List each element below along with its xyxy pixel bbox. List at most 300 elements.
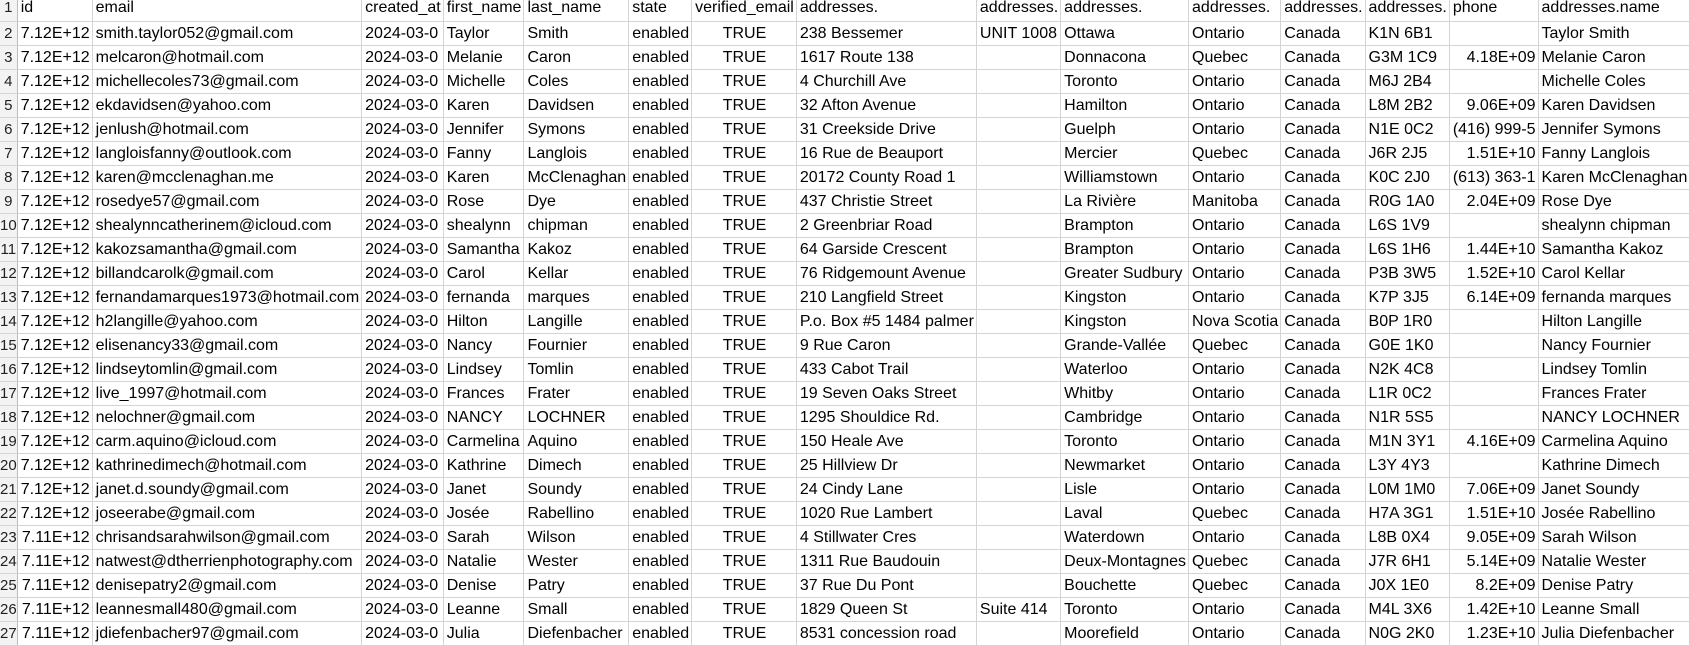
cell-province[interactable]: Ontario	[1189, 526, 1281, 550]
cell-address-name[interactable]: Hilton Langille	[1538, 310, 1690, 334]
cell-address1[interactable]: 150 Heale Ave	[796, 430, 976, 454]
cell-last-name[interactable]: Kakoz	[524, 238, 629, 262]
cell-state[interactable]: enabled	[629, 526, 692, 550]
cell-address2[interactable]	[976, 622, 1060, 646]
cell-state[interactable]: enabled	[629, 598, 692, 622]
cell-verified-email[interactable]: TRUE	[692, 70, 797, 94]
cell-address1[interactable]: 1020 Rue Lambert	[796, 502, 976, 526]
cell-country[interactable]: Canada	[1281, 238, 1365, 262]
row-number-header[interactable]: 2	[0, 22, 17, 46]
cell-verified-email[interactable]: TRUE	[692, 502, 797, 526]
cell-city[interactable]: Whitby	[1061, 382, 1189, 406]
cell-city[interactable]: Deux-Montagnes	[1061, 550, 1189, 574]
cell-verified-email[interactable]: TRUE	[692, 334, 797, 358]
cell-phone[interactable]: 9.05E+09	[1449, 526, 1538, 550]
cell-created-at[interactable]: 2024-03-0	[362, 190, 444, 214]
cell-address2[interactable]	[976, 430, 1060, 454]
row-number-header[interactable]: 12	[0, 262, 17, 286]
cell-phone[interactable]: 2.04E+09	[1449, 190, 1538, 214]
cell-email[interactable]: chrisandsarahwilson@gmail.com	[92, 526, 362, 550]
cell-phone[interactable]	[1449, 22, 1538, 46]
cell-address1[interactable]: 238 Bessemer	[796, 22, 976, 46]
cell-created-at[interactable]: 2024-03-0	[362, 214, 444, 238]
cell-last-name[interactable]: Coles	[524, 70, 629, 94]
cell-address-name[interactable]: Rose Dye	[1538, 190, 1690, 214]
cell-state[interactable]: enabled	[629, 550, 692, 574]
cell-phone[interactable]: 8.2E+09	[1449, 574, 1538, 598]
cell-country[interactable]: Canada	[1281, 334, 1365, 358]
cell-city[interactable]: Laval	[1061, 502, 1189, 526]
cell-province[interactable]: Ontario	[1189, 214, 1281, 238]
cell-country[interactable]: Canada	[1281, 166, 1365, 190]
cell-country[interactable]: Canada	[1281, 478, 1365, 502]
cell-city[interactable]: Bouchette	[1061, 574, 1189, 598]
cell-address2[interactable]	[976, 190, 1060, 214]
cell-last-name[interactable]: Caron	[524, 46, 629, 70]
cell-last-name[interactable]: chipman	[524, 214, 629, 238]
cell-country[interactable]: Canada	[1281, 142, 1365, 166]
cell-email[interactable]: lindseytomlin@gmail.com	[92, 358, 362, 382]
cell-verified-email[interactable]: TRUE	[692, 94, 797, 118]
cell-id[interactable]: 7.12E+12	[17, 502, 92, 526]
cell-address-name[interactable]: Janet Soundy	[1538, 478, 1690, 502]
cell-phone[interactable]: 1.44E+10	[1449, 238, 1538, 262]
row-number-header[interactable]: 3	[0, 46, 17, 70]
cell-id[interactable]: 7.12E+12	[17, 46, 92, 70]
cell-id[interactable]: 7.12E+12	[17, 118, 92, 142]
cell-province[interactable]: Ontario	[1189, 382, 1281, 406]
cell-state[interactable]: enabled	[629, 22, 692, 46]
cell-first-name[interactable]: Rose	[443, 190, 524, 214]
cell-created-at[interactable]: 2024-03-0	[362, 118, 444, 142]
cell-email[interactable]: nelochner@gmail.com	[92, 406, 362, 430]
cell-address2[interactable]	[976, 118, 1060, 142]
cell-email[interactable]: janet.d.soundy@gmail.com	[92, 478, 362, 502]
cell-address2[interactable]	[976, 358, 1060, 382]
cell-email[interactable]: elisenancy33@gmail.com	[92, 334, 362, 358]
cell-last-name[interactable]: Fournier	[524, 334, 629, 358]
cell-address1[interactable]: 1617 Route 138	[796, 46, 976, 70]
cell-first-name[interactable]: Josée	[443, 502, 524, 526]
cell-province[interactable]: Ontario	[1189, 478, 1281, 502]
cell-country[interactable]: Canada	[1281, 358, 1365, 382]
cell-address2[interactable]	[976, 286, 1060, 310]
cell-verified-email[interactable]: TRUE	[692, 166, 797, 190]
cell-phone[interactable]: 4.18E+09	[1449, 46, 1538, 70]
cell-city[interactable]: Grande-Vallée	[1061, 334, 1189, 358]
cell-city[interactable]: Toronto	[1061, 430, 1189, 454]
row-number-header[interactable]: 25	[0, 574, 17, 598]
cell-address-name[interactable]: Julia Diefenbacher	[1538, 622, 1690, 646]
cell-phone[interactable]: (613) 363-1	[1449, 166, 1538, 190]
cell-country[interactable]: Canada	[1281, 46, 1365, 70]
cell-address2[interactable]	[976, 310, 1060, 334]
cell-email[interactable]: live_1997@hotmail.com	[92, 382, 362, 406]
column-header-address1[interactable]: addresses.	[796, 0, 976, 22]
cell-address2[interactable]	[976, 382, 1060, 406]
cell-city[interactable]: Toronto	[1061, 70, 1189, 94]
cell-verified-email[interactable]: TRUE	[692, 358, 797, 382]
cell-state[interactable]: enabled	[629, 382, 692, 406]
cell-created-at[interactable]: 2024-03-0	[362, 598, 444, 622]
column-header-created-at[interactable]: created_at	[362, 0, 444, 22]
cell-country[interactable]: Canada	[1281, 502, 1365, 526]
cell-created-at[interactable]: 2024-03-0	[362, 286, 444, 310]
column-header-phone[interactable]: phone	[1449, 0, 1538, 22]
cell-zip[interactable]: N2K 4C8	[1365, 358, 1449, 382]
cell-email[interactable]: jdiefenbacher97@gmail.com	[92, 622, 362, 646]
cell-state[interactable]: enabled	[629, 262, 692, 286]
cell-address1[interactable]: 25 Hillview Dr	[796, 454, 976, 478]
cell-first-name[interactable]: Kathrine	[443, 454, 524, 478]
cell-first-name[interactable]: Natalie	[443, 550, 524, 574]
cell-first-name[interactable]: Jennifer	[443, 118, 524, 142]
cell-email[interactable]: rosedye57@gmail.com	[92, 190, 362, 214]
cell-address-name[interactable]: Josée Rabellino	[1538, 502, 1690, 526]
cell-phone[interactable]	[1449, 382, 1538, 406]
cell-city[interactable]: Waterdown	[1061, 526, 1189, 550]
cell-created-at[interactable]: 2024-03-0	[362, 22, 444, 46]
cell-id[interactable]: 7.12E+12	[17, 94, 92, 118]
cell-address2[interactable]	[976, 334, 1060, 358]
cell-address1[interactable]: 433 Cabot Trail	[796, 358, 976, 382]
cell-created-at[interactable]: 2024-03-0	[362, 406, 444, 430]
cell-last-name[interactable]: Smith	[524, 22, 629, 46]
cell-last-name[interactable]: Davidsen	[524, 94, 629, 118]
cell-created-at[interactable]: 2024-03-0	[362, 502, 444, 526]
cell-province[interactable]: Ontario	[1189, 406, 1281, 430]
cell-address-name[interactable]: shealynn chipman	[1538, 214, 1690, 238]
cell-verified-email[interactable]: TRUE	[692, 478, 797, 502]
cell-id[interactable]: 7.12E+12	[17, 286, 92, 310]
cell-email[interactable]: billandcarolk@gmail.com	[92, 262, 362, 286]
cell-email[interactable]: leannesmall480@gmail.com	[92, 598, 362, 622]
cell-created-at[interactable]: 2024-03-0	[362, 70, 444, 94]
cell-address1[interactable]: 2 Greenbriar Road	[796, 214, 976, 238]
cell-first-name[interactable]: Karen	[443, 166, 524, 190]
cell-first-name[interactable]: Hilton	[443, 310, 524, 334]
cell-city[interactable]: Moorefield	[1061, 622, 1189, 646]
row-number-header[interactable]: 17	[0, 382, 17, 406]
cell-address-name[interactable]: Michelle Coles	[1538, 70, 1690, 94]
cell-address2[interactable]	[976, 166, 1060, 190]
row-number-header[interactable]: 5	[0, 94, 17, 118]
cell-address-name[interactable]: NANCY LOCHNER	[1538, 406, 1690, 430]
cell-state[interactable]: enabled	[629, 622, 692, 646]
cell-address-name[interactable]: Karen Davidsen	[1538, 94, 1690, 118]
row-number-header[interactable]: 7	[0, 142, 17, 166]
cell-id[interactable]: 7.12E+12	[17, 454, 92, 478]
cell-id[interactable]: 7.11E+12	[17, 574, 92, 598]
cell-last-name[interactable]: Wilson	[524, 526, 629, 550]
cell-address2[interactable]	[976, 478, 1060, 502]
cell-email[interactable]: jenlush@hotmail.com	[92, 118, 362, 142]
row-number-header[interactable]: 8	[0, 166, 17, 190]
cell-address1[interactable]: 64 Garside Crescent	[796, 238, 976, 262]
cell-email[interactable]: karen@mcclenaghan.me	[92, 166, 362, 190]
cell-id[interactable]: 7.12E+12	[17, 214, 92, 238]
cell-first-name[interactable]: Michelle	[443, 70, 524, 94]
cell-state[interactable]: enabled	[629, 286, 692, 310]
cell-zip[interactable]: N1R 5S5	[1365, 406, 1449, 430]
cell-created-at[interactable]: 2024-03-0	[362, 526, 444, 550]
cell-verified-email[interactable]: TRUE	[692, 406, 797, 430]
cell-country[interactable]: Canada	[1281, 262, 1365, 286]
cell-phone[interactable]: 5.14E+09	[1449, 550, 1538, 574]
cell-verified-email[interactable]: TRUE	[692, 118, 797, 142]
cell-city[interactable]: Greater Sudbury	[1061, 262, 1189, 286]
cell-address1[interactable]: 31 Creekside Drive	[796, 118, 976, 142]
cell-city[interactable]: Guelph	[1061, 118, 1189, 142]
cell-id[interactable]: 7.11E+12	[17, 622, 92, 646]
cell-province[interactable]: Ontario	[1189, 430, 1281, 454]
cell-email[interactable]: ekdavidsen@yahoo.com	[92, 94, 362, 118]
cell-phone[interactable]: 9.06E+09	[1449, 94, 1538, 118]
cell-province[interactable]: Ontario	[1189, 358, 1281, 382]
cell-address1[interactable]: 1295 Shouldice Rd.	[796, 406, 976, 430]
column-header-province[interactable]: addresses.	[1189, 0, 1281, 22]
cell-address2[interactable]: Suite 414	[976, 598, 1060, 622]
cell-phone[interactable]: 7.06E+09	[1449, 478, 1538, 502]
cell-city[interactable]: Newmarket	[1061, 454, 1189, 478]
cell-address-name[interactable]: Sarah Wilson	[1538, 526, 1690, 550]
cell-zip[interactable]: K7P 3J5	[1365, 286, 1449, 310]
cell-address2[interactable]	[976, 454, 1060, 478]
cell-address1[interactable]: 24 Cindy Lane	[796, 478, 976, 502]
cell-verified-email[interactable]: TRUE	[692, 430, 797, 454]
cell-last-name[interactable]: Dye	[524, 190, 629, 214]
cell-country[interactable]: Canada	[1281, 526, 1365, 550]
cell-city[interactable]: Cambridge	[1061, 406, 1189, 430]
cell-address-name[interactable]: Denise Patry	[1538, 574, 1690, 598]
cell-email[interactable]: joseerabe@gmail.com	[92, 502, 362, 526]
cell-city[interactable]: Hamilton	[1061, 94, 1189, 118]
cell-zip[interactable]: L0M 1M0	[1365, 478, 1449, 502]
cell-address1[interactable]: 76 Ridgemount Avenue	[796, 262, 976, 286]
cell-address2[interactable]	[976, 70, 1060, 94]
cell-email[interactable]: kathrinedimech@hotmail.com	[92, 454, 362, 478]
cell-zip[interactable]: H7A 3G1	[1365, 502, 1449, 526]
cell-verified-email[interactable]: TRUE	[692, 286, 797, 310]
cell-address-name[interactable]: Leanne Small	[1538, 598, 1690, 622]
cell-zip[interactable]: L8B 0X4	[1365, 526, 1449, 550]
cell-last-name[interactable]: McClenaghan	[524, 166, 629, 190]
cell-first-name[interactable]: Karen	[443, 94, 524, 118]
cell-province[interactable]: Ontario	[1189, 454, 1281, 478]
row-number-header[interactable]: 27	[0, 622, 17, 646]
cell-address-name[interactable]: Taylor Smith	[1538, 22, 1690, 46]
cell-verified-email[interactable]: TRUE	[692, 622, 797, 646]
cell-phone[interactable]	[1449, 70, 1538, 94]
cell-country[interactable]: Canada	[1281, 310, 1365, 334]
cell-phone[interactable]: 1.23E+10	[1449, 622, 1538, 646]
cell-first-name[interactable]: Lindsey	[443, 358, 524, 382]
column-header-verified-email[interactable]: verified_email	[692, 0, 797, 22]
column-header-address-name[interactable]: addresses.name	[1538, 0, 1690, 22]
cell-verified-email[interactable]: TRUE	[692, 550, 797, 574]
cell-zip[interactable]: N1E 0C2	[1365, 118, 1449, 142]
column-header-first-name[interactable]: first_name	[443, 0, 524, 22]
cell-province[interactable]: Ontario	[1189, 598, 1281, 622]
cell-first-name[interactable]: Samantha	[443, 238, 524, 262]
cell-city[interactable]: Mercier	[1061, 142, 1189, 166]
cell-province[interactable]: Quebec	[1189, 502, 1281, 526]
cell-id[interactable]: 7.12E+12	[17, 310, 92, 334]
cell-city[interactable]: Brampton	[1061, 238, 1189, 262]
cell-address1[interactable]: 1829 Queen St	[796, 598, 976, 622]
cell-address-name[interactable]: fernanda marques	[1538, 286, 1690, 310]
column-header-address2[interactable]: addresses.	[976, 0, 1060, 22]
cell-verified-email[interactable]: TRUE	[692, 46, 797, 70]
cell-zip[interactable]: L3Y 4Y3	[1365, 454, 1449, 478]
cell-state[interactable]: enabled	[629, 190, 692, 214]
cell-state[interactable]: enabled	[629, 454, 692, 478]
cell-city[interactable]: Waterloo	[1061, 358, 1189, 382]
cell-address1[interactable]: 16 Rue de Beauport	[796, 142, 976, 166]
cell-zip[interactable]: R0G 1A0	[1365, 190, 1449, 214]
row-number-header[interactable]: 14	[0, 310, 17, 334]
cell-address2[interactable]	[976, 94, 1060, 118]
cell-last-name[interactable]: Langlois	[524, 142, 629, 166]
cell-created-at[interactable]: 2024-03-0	[362, 382, 444, 406]
cell-created-at[interactable]: 2024-03-0	[362, 94, 444, 118]
cell-province[interactable]: Ontario	[1189, 622, 1281, 646]
row-number-header[interactable]: 26	[0, 598, 17, 622]
cell-zip[interactable]: P3B 3W5	[1365, 262, 1449, 286]
cell-state[interactable]: enabled	[629, 334, 692, 358]
cell-created-at[interactable]: 2024-03-0	[362, 574, 444, 598]
cell-address2[interactable]	[976, 262, 1060, 286]
cell-country[interactable]: Canada	[1281, 70, 1365, 94]
cell-verified-email[interactable]: TRUE	[692, 238, 797, 262]
cell-phone[interactable]	[1449, 406, 1538, 430]
cell-verified-email[interactable]: TRUE	[692, 22, 797, 46]
cell-address-name[interactable]: Natalie Wester	[1538, 550, 1690, 574]
cell-zip[interactable]: G0E 1K0	[1365, 334, 1449, 358]
cell-id[interactable]: 7.12E+12	[17, 478, 92, 502]
cell-country[interactable]: Canada	[1281, 622, 1365, 646]
cell-address1[interactable]: 9 Rue Caron	[796, 334, 976, 358]
cell-last-name[interactable]: Rabellino	[524, 502, 629, 526]
cell-created-at[interactable]: 2024-03-0	[362, 166, 444, 190]
cell-zip[interactable]: K1N 6B1	[1365, 22, 1449, 46]
cell-first-name[interactable]: Frances	[443, 382, 524, 406]
cell-created-at[interactable]: 2024-03-0	[362, 238, 444, 262]
cell-province[interactable]: Manitoba	[1189, 190, 1281, 214]
cell-state[interactable]: enabled	[629, 166, 692, 190]
cell-last-name[interactable]: Symons	[524, 118, 629, 142]
cell-phone[interactable]: 1.52E+10	[1449, 262, 1538, 286]
cell-first-name[interactable]: Carmelina	[443, 430, 524, 454]
cell-email[interactable]: smith.taylor052@gmail.com	[92, 22, 362, 46]
cell-country[interactable]: Canada	[1281, 430, 1365, 454]
column-header-email[interactable]: email	[92, 0, 362, 22]
cell-created-at[interactable]: 2024-03-0	[362, 622, 444, 646]
cell-province[interactable]: Ontario	[1189, 262, 1281, 286]
cell-first-name[interactable]: shealynn	[443, 214, 524, 238]
cell-address2[interactable]	[976, 406, 1060, 430]
cell-province[interactable]: Quebec	[1189, 46, 1281, 70]
cell-city[interactable]: Kingston	[1061, 286, 1189, 310]
cell-address-name[interactable]: Carol Kellar	[1538, 262, 1690, 286]
cell-state[interactable]: enabled	[629, 238, 692, 262]
cell-state[interactable]: enabled	[629, 142, 692, 166]
column-header-state[interactable]: state	[629, 0, 692, 22]
cell-zip[interactable]: N0G 2K0	[1365, 622, 1449, 646]
cell-province[interactable]: Ontario	[1189, 94, 1281, 118]
cell-phone[interactable]: 1.51E+10	[1449, 142, 1538, 166]
cell-city[interactable]: Ottawa	[1061, 22, 1189, 46]
cell-id[interactable]: 7.12E+12	[17, 430, 92, 454]
cell-email[interactable]: natwest@dtherrienphotography.com	[92, 550, 362, 574]
cell-first-name[interactable]: Nancy	[443, 334, 524, 358]
cell-first-name[interactable]: Taylor	[443, 22, 524, 46]
cell-country[interactable]: Canada	[1281, 214, 1365, 238]
cell-verified-email[interactable]: TRUE	[692, 190, 797, 214]
cell-phone[interactable]	[1449, 310, 1538, 334]
cell-zip[interactable]: J6R 2J5	[1365, 142, 1449, 166]
cell-country[interactable]: Canada	[1281, 118, 1365, 142]
cell-verified-email[interactable]: TRUE	[692, 382, 797, 406]
cell-first-name[interactable]: Leanne	[443, 598, 524, 622]
column-header-zip[interactable]: addresses.	[1365, 0, 1449, 22]
cell-city[interactable]: Brampton	[1061, 214, 1189, 238]
cell-province[interactable]: Ontario	[1189, 286, 1281, 310]
cell-address2[interactable]	[976, 574, 1060, 598]
cell-address1[interactable]: 20172 County Road 1	[796, 166, 976, 190]
cell-country[interactable]: Canada	[1281, 22, 1365, 46]
cell-first-name[interactable]: Fanny	[443, 142, 524, 166]
cell-state[interactable]: enabled	[629, 358, 692, 382]
row-number-header[interactable]: 16	[0, 358, 17, 382]
cell-id[interactable]: 7.12E+12	[17, 238, 92, 262]
cell-id[interactable]: 7.12E+12	[17, 70, 92, 94]
cell-province[interactable]: Quebec	[1189, 550, 1281, 574]
cell-phone[interactable]: (416) 999-5	[1449, 118, 1538, 142]
cell-phone[interactable]	[1449, 358, 1538, 382]
cell-email[interactable]: melcaron@hotmail.com	[92, 46, 362, 70]
cell-phone[interactable]	[1449, 334, 1538, 358]
cell-last-name[interactable]: marques	[524, 286, 629, 310]
cell-verified-email[interactable]: TRUE	[692, 598, 797, 622]
cell-last-name[interactable]: Dimech	[524, 454, 629, 478]
cell-state[interactable]: enabled	[629, 406, 692, 430]
row-number-header[interactable]: 13	[0, 286, 17, 310]
cell-created-at[interactable]: 2024-03-0	[362, 262, 444, 286]
cell-state[interactable]: enabled	[629, 94, 692, 118]
cell-address2[interactable]: UNIT 1008	[976, 22, 1060, 46]
cell-city[interactable]: Williamstown	[1061, 166, 1189, 190]
cell-last-name[interactable]: Aquino	[524, 430, 629, 454]
cell-state[interactable]: enabled	[629, 310, 692, 334]
cell-zip[interactable]: G3M 1C9	[1365, 46, 1449, 70]
row-number-header[interactable]: 1	[0, 0, 17, 22]
column-header-last-name[interactable]: last_name	[524, 0, 629, 22]
cell-address1[interactable]: 4 Churchill Ave	[796, 70, 976, 94]
cell-id[interactable]: 7.12E+12	[17, 382, 92, 406]
cell-state[interactable]: enabled	[629, 430, 692, 454]
cell-id[interactable]: 7.11E+12	[17, 550, 92, 574]
cell-email[interactable]: michellecoles73@gmail.com	[92, 70, 362, 94]
cell-verified-email[interactable]: TRUE	[692, 262, 797, 286]
cell-country[interactable]: Canada	[1281, 454, 1365, 478]
cell-country[interactable]: Canada	[1281, 94, 1365, 118]
cell-country[interactable]: Canada	[1281, 286, 1365, 310]
cell-created-at[interactable]: 2024-03-0	[362, 142, 444, 166]
cell-city[interactable]: Donnacona	[1061, 46, 1189, 70]
cell-zip[interactable]: K0C 2J0	[1365, 166, 1449, 190]
cell-address2[interactable]	[976, 46, 1060, 70]
